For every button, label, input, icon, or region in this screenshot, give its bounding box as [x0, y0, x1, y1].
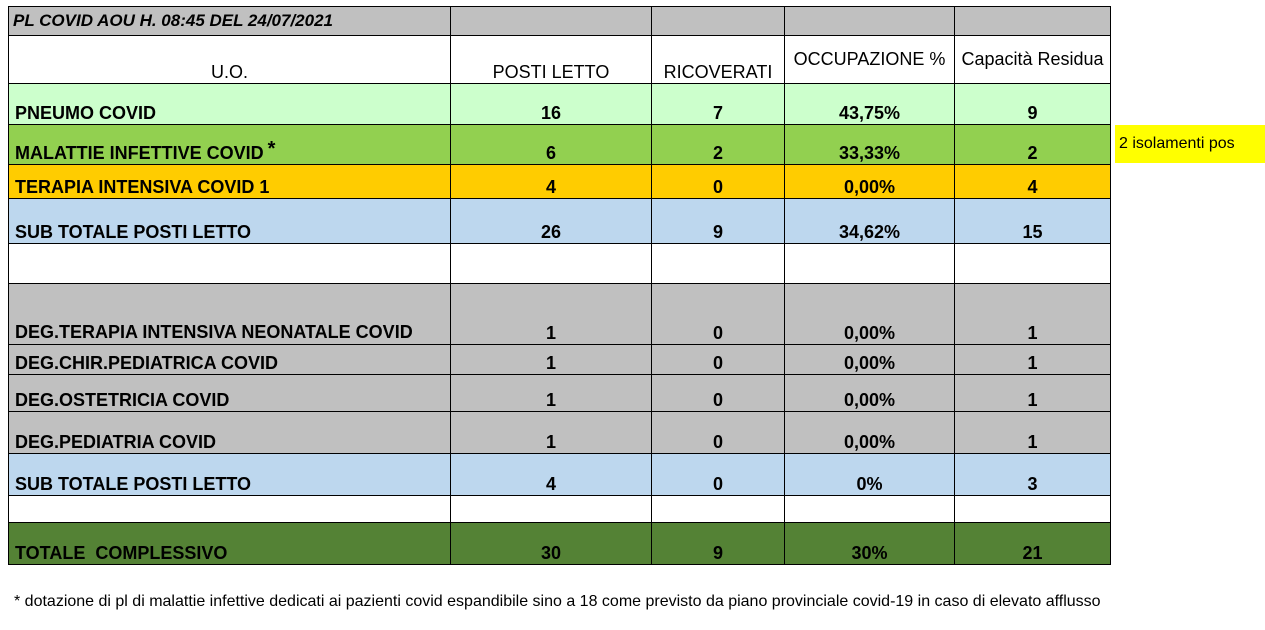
row-label: SUB TOTALE POSTI LETTO — [9, 454, 451, 496]
cell-posti: 1 — [451, 345, 652, 375]
cell-capacita: 4 — [955, 165, 1111, 199]
title-row — [9, 7, 1111, 36]
cell-occupazione: 0% — [785, 454, 955, 496]
bed-occupancy-sheet — [8, 6, 1111, 565]
footnote-mark: * — [267, 138, 276, 160]
bed-occupancy-table — [8, 6, 1111, 565]
cell-ricoverati: 7 — [652, 84, 785, 125]
cell-ricoverati: 0 — [652, 345, 785, 375]
spacer-row — [9, 496, 1111, 523]
row-label: TERAPIA INTENSIVA COVID 1 — [9, 165, 451, 199]
cell-occupazione: 0,00% — [785, 345, 955, 375]
cell-ricoverati: 0 — [652, 375, 785, 412]
table-row — [9, 345, 1111, 375]
header-uo: U.O. — [9, 36, 451, 84]
cell-occupazione: 33,33% — [785, 125, 955, 165]
table-row — [9, 412, 1111, 454]
table-row — [9, 199, 1111, 244]
cell-ricoverati: 0 — [652, 284, 785, 345]
cell-capacita: 1 — [955, 345, 1111, 375]
cell-ricoverati: 9 — [652, 199, 785, 244]
cell-posti: 26 — [451, 199, 652, 244]
table-row — [9, 375, 1111, 412]
table-row — [9, 454, 1111, 496]
cell-capacita: 3 — [955, 454, 1111, 496]
cell-occupazione: 30% — [785, 523, 955, 565]
cell-ricoverati: 0 — [652, 412, 785, 454]
cell-occupazione: 0,00% — [785, 284, 955, 345]
table-row — [9, 284, 1111, 345]
cell-posti: 6 — [451, 125, 652, 165]
cell-occupazione: 34,62% — [785, 199, 955, 244]
cell-capacita: 1 — [955, 375, 1111, 412]
cell-ricoverati: 0 — [652, 454, 785, 496]
cell-ricoverati: 9 — [652, 523, 785, 565]
table-row — [9, 84, 1111, 125]
header-capacita: Capacità Residua — [955, 36, 1111, 84]
row-label: SUB TOTALE POSTI LETTO — [9, 199, 451, 244]
table-row — [9, 523, 1111, 565]
cell-posti: 1 — [451, 375, 652, 412]
cell-capacita: 2 — [955, 125, 1111, 165]
spacer-row — [9, 244, 1111, 284]
cell-posti: 16 — [451, 84, 652, 125]
cell-capacita: 1 — [955, 284, 1111, 345]
row-label — [9, 125, 451, 165]
table-row — [9, 165, 1111, 199]
cell-capacita: 1 — [955, 412, 1111, 454]
table-row — [9, 125, 1111, 165]
cell-capacita: 21 — [955, 523, 1111, 565]
cell-posti: 1 — [451, 284, 652, 345]
header-occupazione: OCCUPAZIONE % — [785, 36, 955, 84]
cell-capacita: 9 — [955, 84, 1111, 125]
header-row — [9, 36, 1111, 84]
cell-ricoverati: 2 — [652, 125, 785, 165]
row-label: PNEUMO COVID — [9, 84, 451, 125]
cell-occupazione: 0,00% — [785, 375, 955, 412]
cell-posti: 4 — [451, 165, 652, 199]
sheet-title: PL COVID AOU H. 08:45 DEL 24/07/2021 — [9, 7, 451, 36]
header-posti-letto: POSTI LETTO — [451, 36, 652, 84]
footnote: * dotazione di pl di malattie infettive dedicati ai pazienti covid espandibile sino a 18 come previsto da piano provinciale covid-19 in caso di elevato afflusso — [14, 593, 1101, 610]
row-label: DEG.CHIR.PEDIATRICA COVID — [9, 345, 451, 375]
cell-occupazione: 0,00% — [785, 165, 955, 199]
header-ricoverati: RICOVERATI — [652, 36, 785, 84]
cell-posti: 30 — [451, 523, 652, 565]
cell-capacita: 15 — [955, 199, 1111, 244]
row-label-text: MALATTIE INFETTIVE COVID — [15, 143, 264, 163]
row-label: TOTALE COMPLESSIVO — [9, 523, 451, 565]
cell-occupazione: 0,00% — [785, 412, 955, 454]
row-label: DEG.OSTETRICIA COVID — [9, 375, 451, 412]
cell-occupazione: 43,75% — [785, 84, 955, 125]
side-note: 2 isolamenti pos — [1115, 125, 1265, 163]
cell-ricoverati: 0 — [652, 165, 785, 199]
cell-posti: 4 — [451, 454, 652, 496]
cell-posti: 1 — [451, 412, 652, 454]
row-label: DEG.PEDIATRIA COVID — [9, 412, 451, 454]
row-label: DEG.TERAPIA INTENSIVA NEONATALE COVID — [9, 284, 451, 345]
